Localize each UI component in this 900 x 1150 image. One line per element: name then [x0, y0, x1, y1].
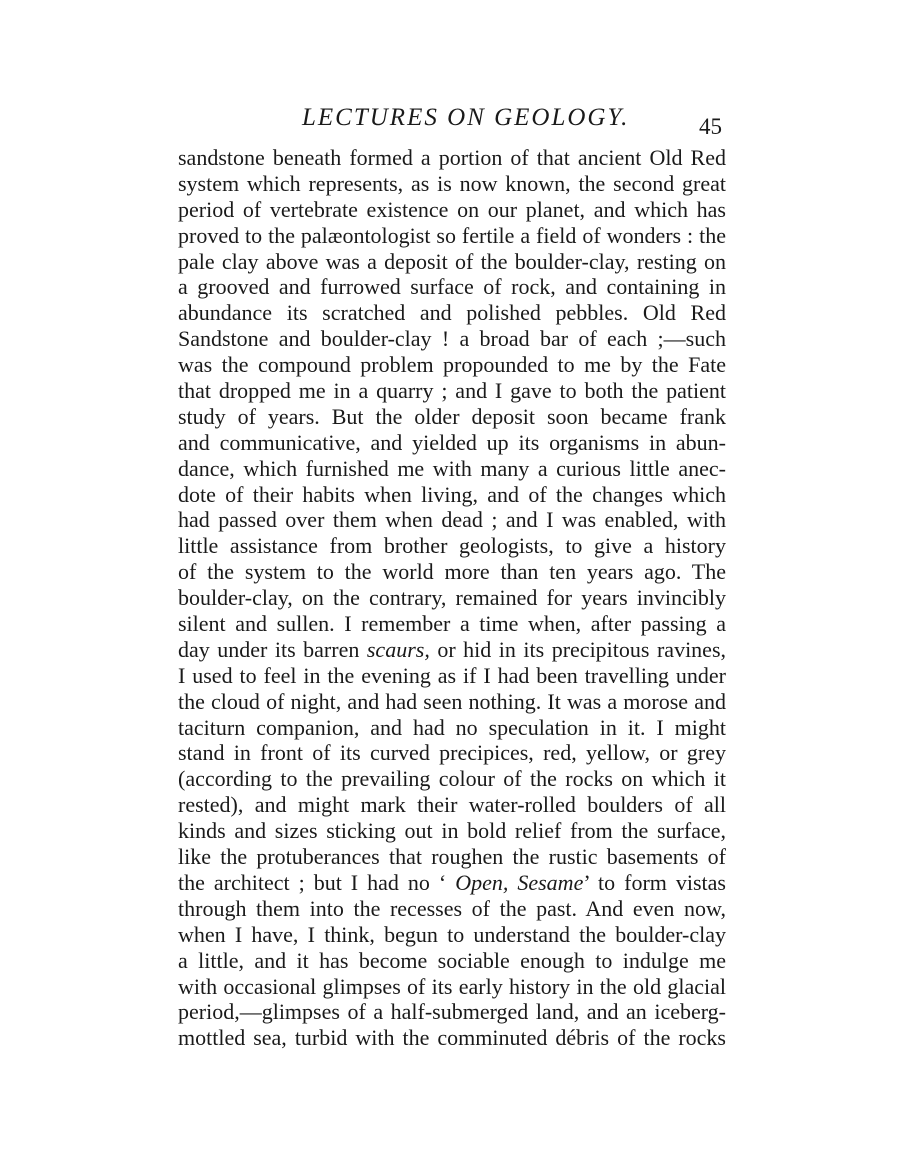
italic-phrase: scaurs, — [366, 636, 430, 662]
text-line: with occasional glimpses of its early history in the old glacial — [178, 973, 726, 999]
text-line: rested), and might mark their water-rolled boulders of all — [178, 792, 726, 818]
text-line: like the protuberances that roughen the rustic basements of — [178, 844, 726, 870]
running-head — [0, 104, 900, 144]
text-line: that dropped me in a quarry ; and I gave to both the patient — [178, 378, 726, 404]
text-line: the cloud of night, and had seen nothing. It was a morose and — [178, 688, 726, 714]
text-segment: the architect ; but I had no ‘ — [178, 869, 456, 895]
text-line: boulder-clay, on the contrary, remained for years invincibly — [178, 585, 726, 611]
text-line — [178, 870, 726, 896]
text-segment: ’ to form vistas — [583, 869, 726, 895]
text-line: mottled sea, turbid with the comminuted débris of the rocks — [178, 1025, 726, 1051]
text-line: sandstone beneath formed a portion of that ancient Old Red — [178, 145, 726, 170]
text-line: stand in front of its curved precipices, red, yellow, or grey — [178, 740, 726, 766]
text-line: study of years. But the older deposit soon became frank — [178, 403, 726, 429]
text-line: of the system to the world more than ten years ago. The — [178, 559, 726, 585]
italic-phrase: Open, Sesame — [455, 869, 584, 895]
text-line: silent and sullen. I remember a time when, after passing a — [178, 611, 726, 637]
text-line: had passed over them when dead ; and I was enabled, with — [178, 507, 726, 533]
text-line: was the compound problem propounded to me by the Fate — [178, 352, 726, 378]
text-line: I used to feel in the evening as if I had been travelling under — [178, 662, 726, 688]
text-line — [178, 637, 726, 663]
text-line: little assistance from brother geologists, to give a history — [178, 533, 726, 559]
text-line: system which represents, as is now known, the second great — [178, 170, 726, 196]
page-number: 45 — [699, 114, 722, 139]
text-line: and communicative, and yielded up its organisms in abun- — [178, 429, 726, 455]
text-line: dote of their habits when living, and of the changes which — [178, 481, 726, 507]
text-line: Sandstone and boulder-clay ! a broad bar of each ;—such — [178, 326, 726, 352]
text-segment: or hid in its precipitous ravines, — [429, 636, 727, 662]
text-line: through them into the recesses of the past. And even now, — [178, 895, 726, 921]
text-line: (according to the prevailing colour of the rocks on which it — [178, 766, 726, 792]
text-line: a little, and it has become sociable enough to indulge me — [178, 947, 726, 973]
text-line: taciturn companion, and had no speculation in it. I might — [178, 714, 726, 740]
text-segment: day under its barren — [178, 636, 367, 662]
text-line: period,—glimpses of a half-submerged land, and an iceberg- — [178, 999, 726, 1025]
running-title: LECTURES ON GEOLOGY. — [302, 104, 630, 131]
text-line: dance, which furnished me with many a curious little anec- — [178, 455, 726, 481]
text-line: kinds and sizes sticking out in bold relief from the surface, — [178, 818, 726, 844]
text-line: a grooved and furrowed surface of rock, and containing in — [178, 274, 726, 300]
body-text — [178, 145, 726, 1051]
text-line: abundance its scratched and polished pebbles. Old Red — [178, 300, 726, 326]
text-line: pale clay above was a deposit of the boulder-clay, resting on — [178, 248, 726, 274]
text-line: when I have, I think, begun to understand the boulder-clay — [178, 921, 726, 947]
text-line: proved to the palæontologist so fertile a field of wonders : the — [178, 222, 726, 248]
text-line: period of vertebrate existence on our planet, and which has — [178, 196, 726, 222]
